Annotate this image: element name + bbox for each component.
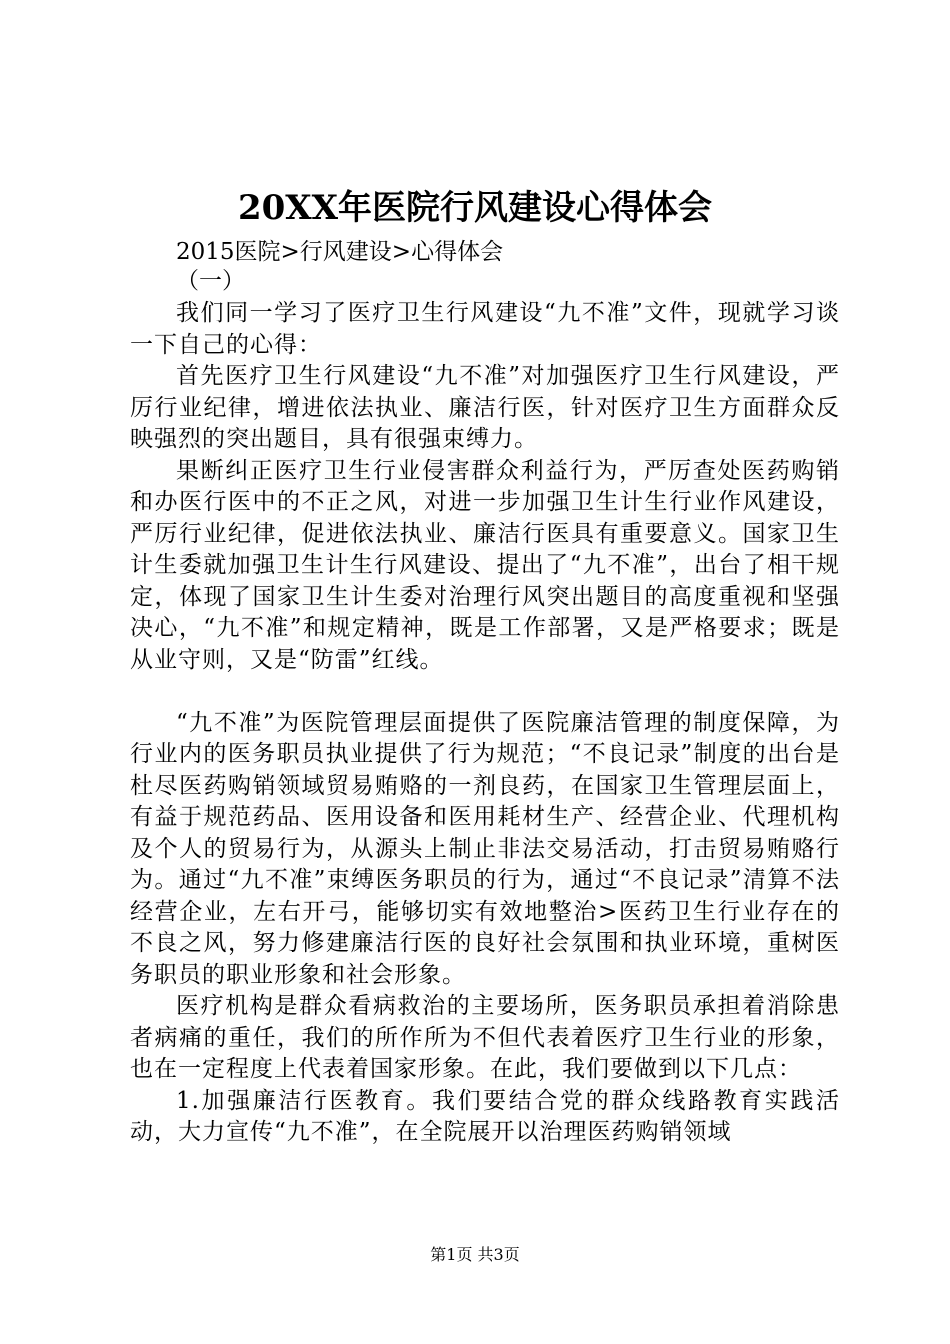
- section-label: （一）: [176, 268, 245, 294]
- paragraph-rectify: 果断纠正医疗卫生行业侵害群众利益行为，严厉查处医药购销和办医行医中的不正之风，对进一步加强卫生计生行业作风建设，严厉行业纪律，促进依法执业、廉洁行医具有重要意义。国家卫生计生委就加强卫生计生行风建设、提出了“九不准”，出台了相干规定，体现了国家卫生计生委对治理行风突出题目的高度重视和坚强决心，“九不准”和规定精神，既是工作部署，又是严格要求；既是从业守则，又是“防雷”红线。: [130, 457, 840, 673]
- paragraph-first: 首先医疗卫生行风建设“九不准”对加强医疗卫生行风建设，严厉行业纪律，增进依法执业、廉洁行医，针对医疗卫生方面群众反映强烈的突出题目，具有很强束缚力。: [130, 363, 840, 452]
- paragraph-intro: 我们同一学习了医疗卫生行风建设“九不准”文件，现就学习谈一下自己的心得：: [130, 300, 840, 358]
- paragraph-medical-institutions: 医疗机构是群众看病救治的主要场所，医务职员承担着消除患者病痛的重任，我们的所作所为不但代表着医疗卫生行业的形象，也在一定程度上代表着国家形象。在此，我们要做到以下几点：: [130, 993, 840, 1082]
- document-body: [130, 298, 840, 1149]
- page-footer: 第1页 共3页: [430, 1245, 520, 1264]
- page-title: 20XX年医院行风建设心得体会: [237, 188, 713, 228]
- paragraph-point-1: 1.加强廉洁行医教育。我们要结合党的群众线路教育实践活动，大力宣传“九不准”，在全院展开以治理医药购销领域: [130, 1087, 840, 1145]
- breadcrumb: 2015医院>行风建设>心得体会: [176, 239, 504, 265]
- paragraph-nine-rules: “九不准”为医院管理层面提供了医院廉洁管理的制度保障，为行业内的医务职员执业提供了行为规范；“不良记录”制度的出台是杜尽医药购销领域贸易贿赂的一剂良药，在国家卫生管理层面上，有益于规范药品、医用设备和医用耗材生产、经营企业、代理机构及个人的贸易行为，从源头上制止非法交易活动，打击贸易贿赂行为。通过“九不准”束缚医务职员的行为，通过“不良记录”清算不法经营企业，左右开弓，能够切实有效地整治>医药卫生行业存在的不良之风，努力修建廉洁行医的良好社会氛围和执业环境，重树医务职员的职业形象和社会形象。: [130, 709, 840, 988]
